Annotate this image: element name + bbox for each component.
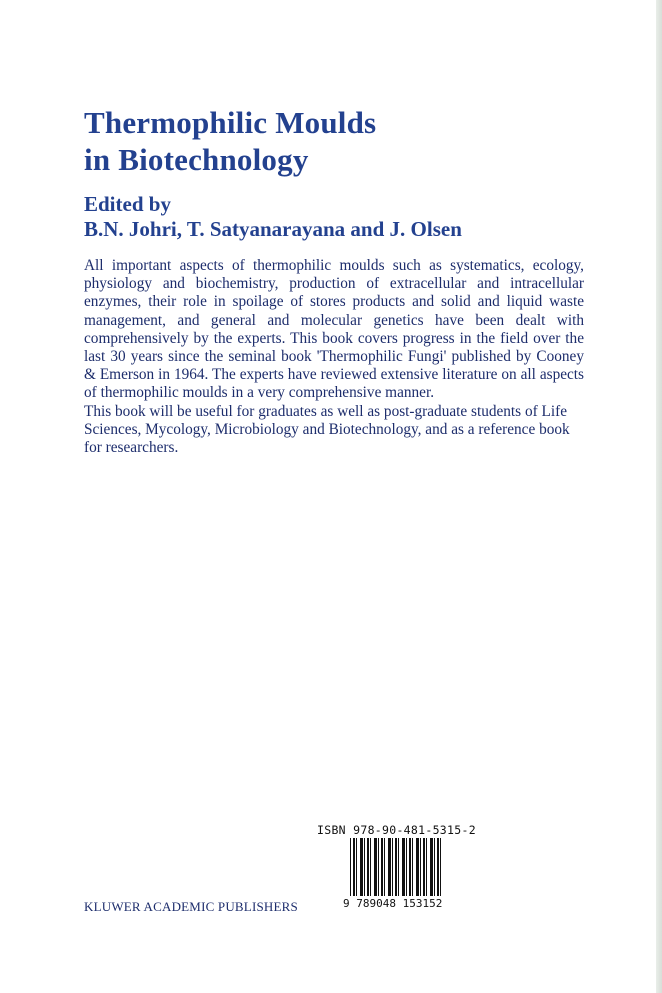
book-title-line-2: in Biotechnology [84, 142, 309, 177]
barcode-digits: 9 789048 153152 [343, 897, 443, 910]
editors-block [84, 192, 604, 242]
book-title-line-1: Thermophilic Moulds [84, 105, 377, 140]
edited-by-label: Edited by [84, 192, 171, 216]
isbn-number: ISBN 978-90-481-5315-2 [317, 823, 476, 837]
cover-edge [656, 0, 662, 993]
description-paragraph-2: This book will be useful for graduates as well as post-graduate students of Life Sciences, Mycology, Microbiology and Biotechnology, and as a reference book for researchers. [84, 402, 570, 457]
book-description [84, 257, 584, 457]
barcode-image [350, 838, 442, 896]
description-paragraph-1: All important aspects of thermophilic moulds such as systematics, ecology, physiology and biochemistry, production of extracellular and intracellular enzymes, their role in spoilage of stores products and solid and liquid waste management, and general and molecular genetics have been dealt with comprehensively by the experts. This book covers progress in the field over the last 30 years since the seminal book 'Thermophilic Fungi' published by Cooney & Emerson in 1964. The experts have reviewed extensive literature on all aspects of thermophilic moulds in a very comprehensive manner. [84, 257, 584, 402]
editor-names: B.N. Johri, T. Satyanarayana and J. Olsen [84, 217, 462, 241]
publisher-name: KLUWER ACADEMIC PUBLISHERS [84, 899, 298, 914]
book-title [84, 104, 604, 178]
